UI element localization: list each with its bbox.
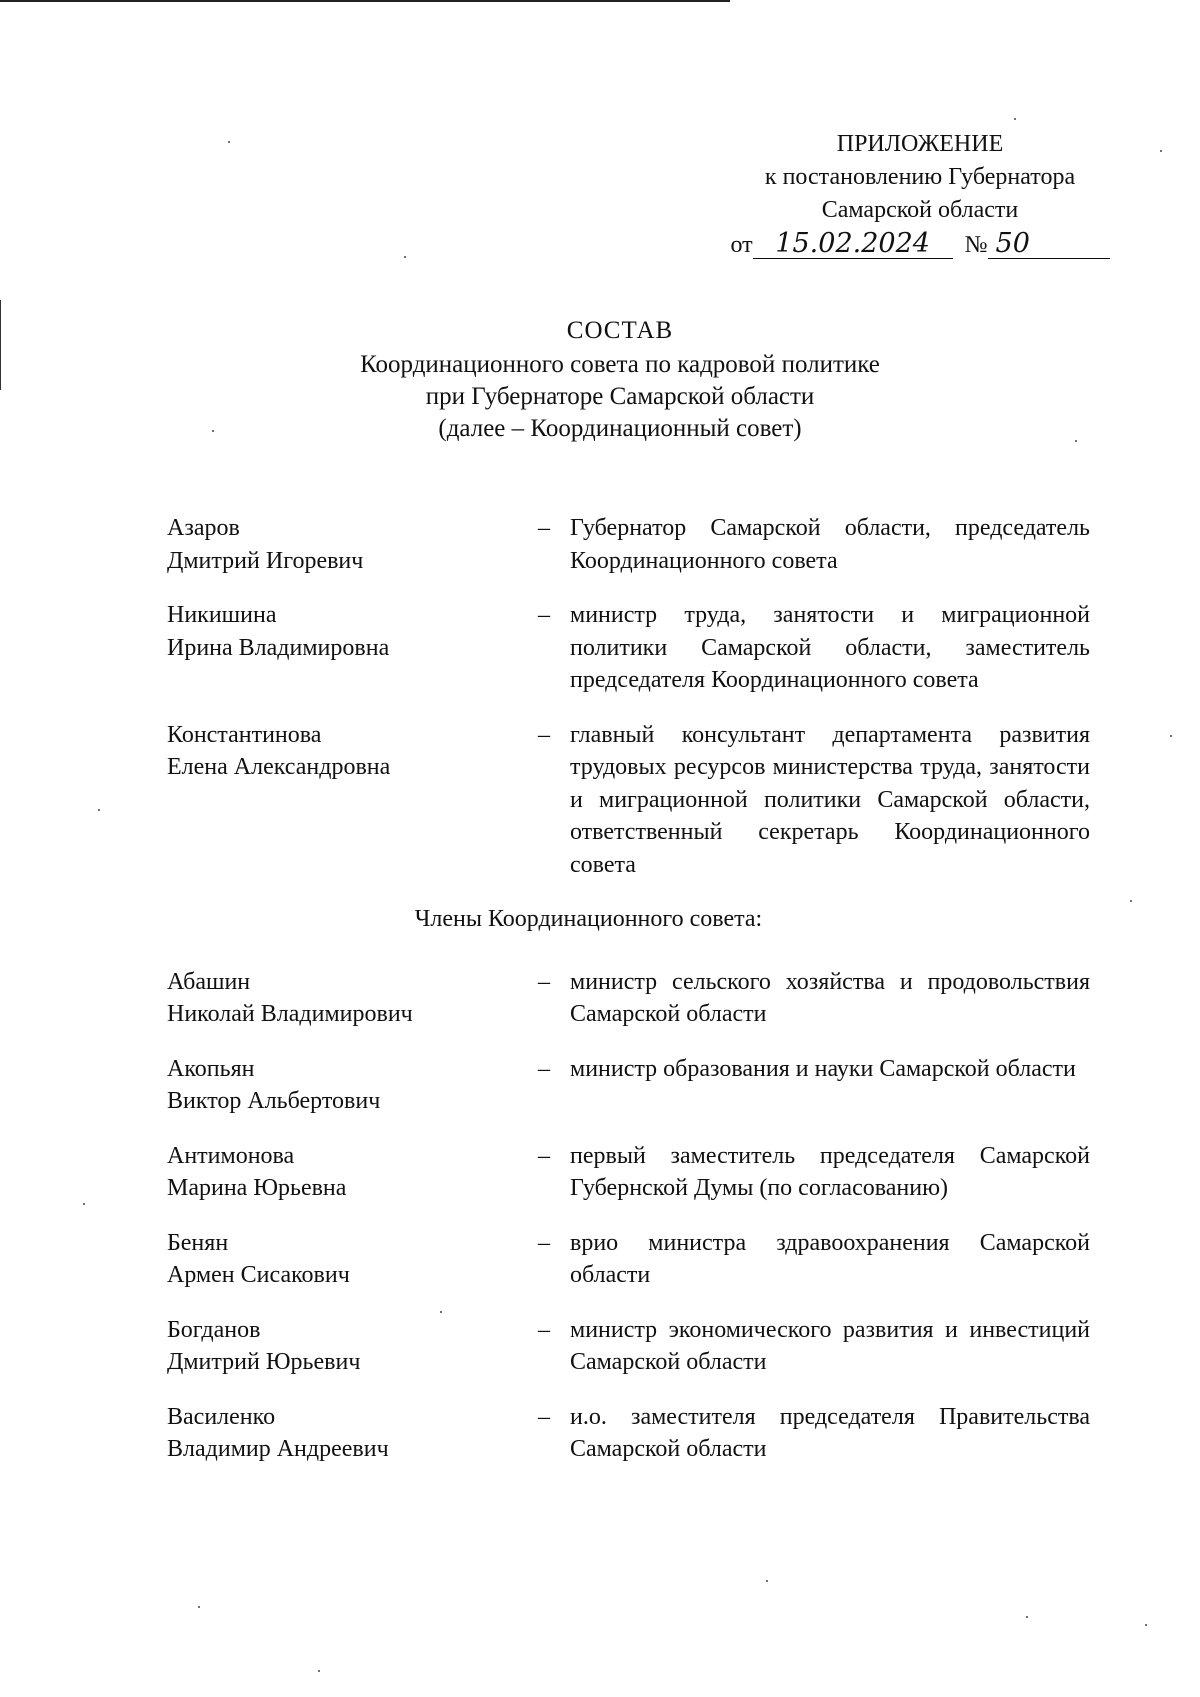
person-name (167, 512, 538, 577)
handwritten-date: 15.02.2024 (753, 230, 953, 259)
person-name (167, 1140, 538, 1205)
dash: – (538, 1403, 550, 1430)
given-name: Дмитрий Игоревич (167, 547, 364, 574)
document-heading (240, 315, 1000, 445)
position-text: врио министра здравоохранения Самарской области (570, 1229, 1090, 1288)
scan-speck (1160, 150, 1162, 152)
person-name (167, 1314, 538, 1379)
position-text: главный консультант департамента развития трудовых ресурсов министерства труда, занятости и миграционной политики Самарской области, ответственный секретарь Координационного совета (570, 721, 1090, 878)
dash: – (538, 1142, 550, 1169)
appendix-block (700, 128, 1140, 262)
dash: – (538, 968, 550, 995)
dash: – (538, 602, 550, 628)
scan-speck (1026, 1616, 1028, 1618)
composition-list (167, 512, 1090, 1488)
surname: Бенян (167, 1229, 229, 1256)
scan-speck (1014, 118, 1016, 120)
date-prefix: от (730, 232, 753, 258)
person-name (167, 1227, 538, 1292)
top-edge-line (0, 0, 730, 2)
given-name: Владимир Андреевич (167, 1436, 389, 1462)
given-name: Ирина Владимировна (167, 634, 390, 661)
person-name (167, 599, 538, 697)
dash: – (538, 721, 550, 748)
given-name: Виктор Альбертович (167, 1088, 381, 1114)
scan-speck (404, 256, 406, 258)
list-item (167, 1227, 1090, 1292)
scan-speck (228, 141, 230, 143)
position-text: министр образования и науки Самарской области (570, 1055, 1076, 1082)
heading-line-2: при Губернаторе Самарской области (425, 383, 815, 410)
position-text: первый заместитель председателя Самарской Губернской Думы (по согласованию) (570, 1142, 1090, 1201)
given-name: Дмитрий Юрьевич (167, 1349, 361, 1375)
scan-speck (212, 430, 214, 432)
list-item (167, 966, 1090, 1031)
surname: Богданов (167, 1316, 261, 1343)
person-name (167, 719, 538, 882)
person-name (167, 966, 538, 1031)
number-prefix: № (964, 232, 988, 258)
scan-speck (1170, 735, 1172, 737)
surname: Абашин (167, 968, 251, 995)
person-name (167, 1401, 538, 1466)
dash: – (538, 1316, 550, 1343)
appendix-line-2: Самарской области (821, 197, 1019, 223)
surname: Антимонова (167, 1142, 295, 1169)
handwritten-number: 50 (988, 230, 1110, 259)
position-text: министр экономического развития и инвестиций Самарской области (570, 1316, 1090, 1375)
appendix-title: ПРИЛОЖЕНИЕ (836, 131, 1004, 157)
list-item (167, 512, 1090, 577)
list-item (167, 599, 1090, 697)
position-text: министр сельского хозяйства и продовольствия Самарской области (570, 968, 1090, 1027)
given-name: Николай Владимирович (167, 1001, 413, 1027)
scan-speck (98, 809, 100, 811)
scan-speck (766, 1580, 768, 1582)
surname: Азаров (167, 515, 240, 541)
heading-line-3: (далее – Координационный совет) (438, 415, 802, 442)
list-item (167, 1401, 1090, 1466)
appendix-line-1: к постановлению Губернатора (764, 164, 1076, 190)
dash: – (538, 1055, 550, 1082)
scan-speck (1075, 440, 1077, 442)
members-subheading: Члены Координационного совета: (414, 906, 763, 932)
scan-edge-mark (0, 300, 1, 390)
list-item (167, 1140, 1090, 1205)
given-name: Армен Сисакович (167, 1262, 350, 1288)
scan-speck (1130, 900, 1132, 902)
heading-line-1: Координационного совета по кадровой политике (360, 351, 880, 378)
heading-title: СОСТАВ (566, 317, 674, 344)
list-item (167, 1314, 1090, 1379)
dash: – (538, 515, 550, 541)
position-text: и.о. заместителя председателя Правительства Самарской области (570, 1403, 1090, 1462)
surname: Никишина (167, 602, 277, 628)
surname: Акопьян (167, 1055, 255, 1082)
position-text: министр труда, занятости и миграционной политики Самарской области, заместитель председателя Координационного совета (570, 602, 1090, 693)
surname: Константинова (167, 721, 322, 748)
dash: – (538, 1229, 550, 1256)
list-item (167, 1053, 1090, 1118)
given-name: Марина Юрьевна (167, 1175, 347, 1201)
list-item (167, 719, 1090, 882)
position-text: Губернатор Самарской области, председатель Координационного совета (570, 515, 1090, 574)
scan-speck (318, 1670, 320, 1672)
scan-speck (198, 1606, 200, 1608)
scan-speck (83, 1203, 85, 1205)
scan-speck (1145, 1624, 1147, 1626)
surname: Василенко (167, 1403, 276, 1430)
person-name (167, 1053, 538, 1118)
appendix-date-line (700, 229, 1140, 262)
given-name: Елена Александровна (167, 754, 391, 780)
